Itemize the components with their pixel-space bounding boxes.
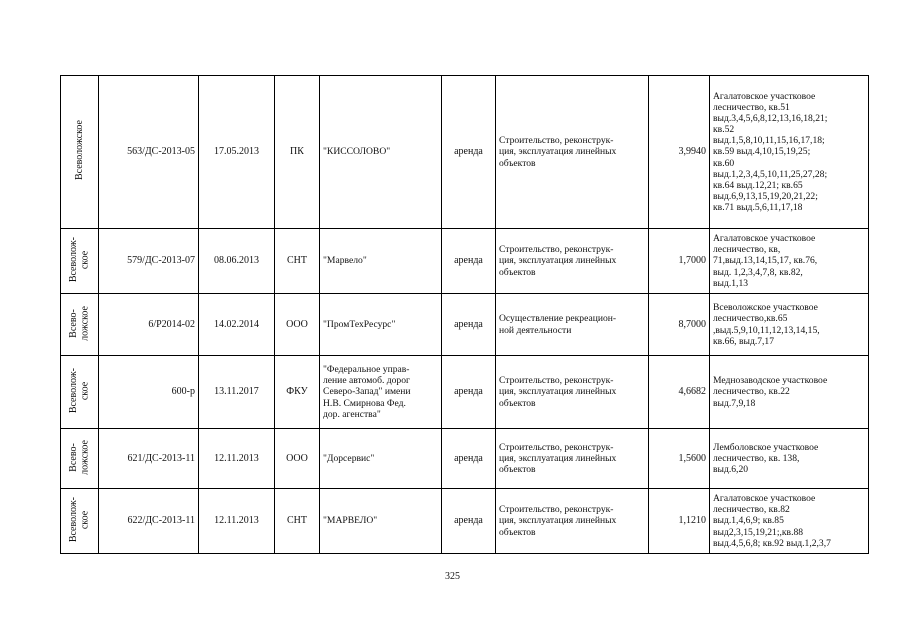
use-purpose: Строительство, реконструк- ция, эксплуатация линейных объектов bbox=[496, 76, 649, 229]
table-row bbox=[61, 294, 869, 356]
document-number: 579/ДС-2013-07 bbox=[99, 229, 199, 294]
area-value: 1,1210 bbox=[649, 489, 710, 554]
organization-name: "Федеральное управ- ление автомоб. дорог Северо-Запад" имени Н.В. Смирнова Фед. дор. агенства" bbox=[320, 356, 442, 429]
page-number: 325 bbox=[445, 571, 460, 582]
district-cell: Всеволож- ское bbox=[61, 229, 99, 294]
document-date: 14.02.2014 bbox=[199, 294, 275, 356]
use-right: аренда bbox=[442, 489, 496, 554]
area-value: 1,7000 bbox=[649, 229, 710, 294]
district-cell: Всеволож- ское bbox=[61, 356, 99, 429]
area-value: 4,6682 bbox=[649, 356, 710, 429]
table-row bbox=[61, 76, 869, 229]
organization-form: ПК bbox=[275, 76, 320, 229]
table-row bbox=[61, 429, 869, 489]
use-purpose: Строительство, реконструк- ция, эксплуатация линейных объектов bbox=[496, 429, 649, 489]
use-purpose: Осуществление рекреацион- ной деятельности bbox=[496, 294, 649, 356]
document-date: 13.11.2017 bbox=[199, 356, 275, 429]
district-cell: Всево- ложское bbox=[61, 294, 99, 356]
organization-form: ФКУ bbox=[275, 356, 320, 429]
document-date: 08.06.2013 bbox=[199, 229, 275, 294]
organization-name: "Марвело" bbox=[320, 229, 442, 294]
location-description: Агалатовское участковое лесничество, кв.82 выд.1,4,6,9; кв.85 выд2,3,15,19,21;,кв.88 выд.4,5,6,8; кв.92 выд.1,2,3,7 bbox=[710, 489, 869, 554]
use-right: аренда bbox=[442, 429, 496, 489]
organization-name: "Дорсервис" bbox=[320, 429, 442, 489]
table-row bbox=[61, 356, 869, 429]
area-value: 3,9940 bbox=[649, 76, 710, 229]
registry-table bbox=[60, 75, 869, 554]
district-cell: Всеволожское bbox=[61, 76, 99, 229]
document-date: 12.11.2013 bbox=[199, 429, 275, 489]
use-right: аренда bbox=[442, 76, 496, 229]
use-purpose: Строительство, реконструк- ция, эксплуатация линейных объектов bbox=[496, 356, 649, 429]
organization-name: "КИССОЛОВО" bbox=[320, 76, 442, 229]
district-cell: Всево- ложское bbox=[61, 429, 99, 489]
table-row bbox=[61, 489, 869, 554]
location-description: Агалатовское участковое лесничество, кв, 71,выд.13,14,15,17, кв.76, выд. 1,2,3,4,7,8, кв.82, выд.1,13 bbox=[710, 229, 869, 294]
organization-form: ООО bbox=[275, 429, 320, 489]
location-description: Агалатовское участковое лесничество, кв.51 выд.3,4,5,6,8,12,13,16,18,21; кв.52 выд.1,5,8,10,11,15,16,17,18; кв.59 выд.4,10,15,19,25; кв.60 выд.1,2,3,4,5,10,11,25,27,28; кв.64 выд.12,21; кв.65 выд.6,9,13,15,19,20,21,22; кв.71 выд.5,6,11,17,18 bbox=[710, 76, 869, 229]
location-description: Всеволожское участковое лесничество,кв.65 ,выд.5,9,10,11,12,13,14,15, кв.66, выд.7,17 bbox=[710, 294, 869, 356]
document-number: 622/ДС-2013-11 bbox=[99, 489, 199, 554]
area-value: 1,5600 bbox=[649, 429, 710, 489]
use-purpose: Строительство, реконструк- ция, эксплуатация линейных объектов bbox=[496, 489, 649, 554]
document-number: 6/Р2014-02 bbox=[99, 294, 199, 356]
organization-form: ООО bbox=[275, 294, 320, 356]
document-number: 621/ДС-2013-11 bbox=[99, 429, 199, 489]
use-purpose: Строительство, реконструк- ция, эксплуатация линейных объектов bbox=[496, 229, 649, 294]
district-cell: Всеволож- ское bbox=[61, 489, 99, 554]
document-date: 17.05.2013 bbox=[199, 76, 275, 229]
use-right: аренда bbox=[442, 229, 496, 294]
use-right: аренда bbox=[442, 356, 496, 429]
document-number: 563/ДС-2013-05 bbox=[99, 76, 199, 229]
use-right: аренда bbox=[442, 294, 496, 356]
document-date: 12.11.2013 bbox=[199, 489, 275, 554]
organization-form: СНТ bbox=[275, 229, 320, 294]
area-value: 8,7000 bbox=[649, 294, 710, 356]
organization-form: СНТ bbox=[275, 489, 320, 554]
table-row bbox=[61, 229, 869, 294]
document-number: 600-р bbox=[99, 356, 199, 429]
organization-name: "МАРВЕЛО" bbox=[320, 489, 442, 554]
organization-name: "ПромТехРесурс" bbox=[320, 294, 442, 356]
location-description: Лемболовское участковое лесничество, кв. 138, выд.6,20 bbox=[710, 429, 869, 489]
location-description: Меднозаводское участковое лесничество, кв.22 выд.7,9,18 bbox=[710, 356, 869, 429]
